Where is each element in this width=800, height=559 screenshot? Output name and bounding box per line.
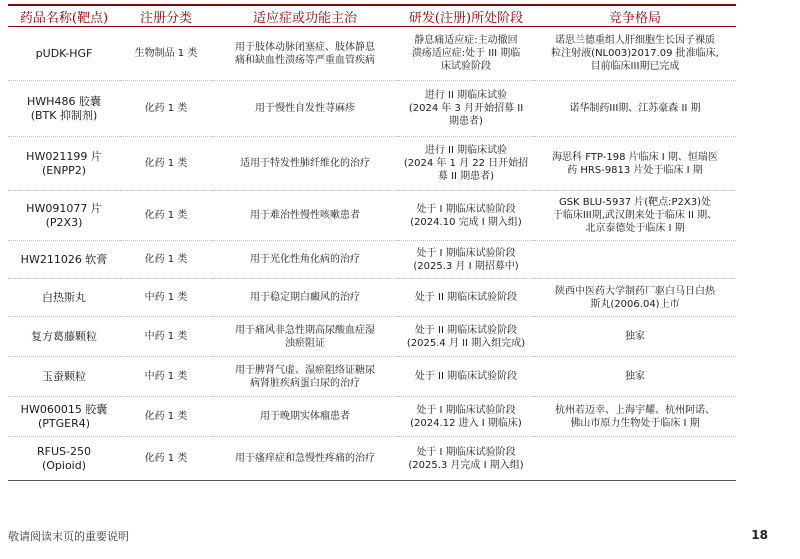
stage-cell: 处于 I 期临床试验阶段 (2025.3 月 I 期招募中) <box>398 241 534 279</box>
drug-name-cell: 玉蚕颗粒 <box>8 357 120 397</box>
competition-cell: GSK BLU-5937 片(靶点:P2X3)处 于临床III期,武汉朗来处于临床 II 期、 北京泰德处于临床 I 期 <box>534 191 736 241</box>
competition-cell: 独家 <box>534 357 736 397</box>
category-cell: 化药 1 类 <box>120 191 212 241</box>
indication-cell: 用于晚期实体瘤患者 <box>212 397 398 437</box>
page-number: 18 <box>751 528 768 542</box>
table-row <box>8 397 736 437</box>
drug-pipeline-table <box>8 4 736 481</box>
category-cell: 生物制品 1 类 <box>120 27 212 81</box>
table-row <box>8 241 736 279</box>
competition-cell: 诺思兰德重组人肝细胞生长因子裸质 粒注射液(NL003)2017.09 批准临床, 目前临床III期已完成 <box>534 27 736 81</box>
drug-name-cell: pUDK-HGF <box>8 27 120 81</box>
table-header-row <box>8 5 736 27</box>
stage-cell: 处于 II 期临床试验阶段 (2025.4 月 II 期入组完成) <box>398 317 534 357</box>
stage-cell: 进行 II 期临床试验 (2024 年 3 月开始招募 II 期患者) <box>398 81 534 137</box>
category-cell: 化药 1 类 <box>120 397 212 437</box>
category-cell: 中药 1 类 <box>120 317 212 357</box>
drug-name-cell: HW060015 胶囊 (PTGER4) <box>8 397 120 437</box>
table-row <box>8 437 736 481</box>
indication-cell: 用于慢性自发性荨麻疹 <box>212 81 398 137</box>
table-row <box>8 27 736 81</box>
stage-cell: 处于 II 期临床试验阶段 <box>398 357 534 397</box>
competition-cell: 独家 <box>534 317 736 357</box>
competition-cell: 海思科 FTP-198 片临床 I 期、恒瑞医 药 HRS-9813 片处于临床 I 期 <box>534 137 736 191</box>
stage-cell: 处于 II 期临床试验阶段 <box>398 279 534 317</box>
header-indication: 适应症或功能主治 <box>212 5 398 27</box>
indication-cell: 用于难治性慢性咳嗽患者 <box>212 191 398 241</box>
indication-cell: 用于光化性角化病的治疗 <box>212 241 398 279</box>
drug-name-cell: 复方葛藤颗粒 <box>8 317 120 357</box>
drug-name-cell: HW091077 片 (P2X3) <box>8 191 120 241</box>
competition-cell: 陕西中医药大学制药厂驱白马日白热 斯丸(2006.04)上市 <box>534 279 736 317</box>
drug-name-cell: 白热斯丸 <box>8 279 120 317</box>
category-cell: 化药 1 类 <box>120 137 212 191</box>
category-cell: 中药 1 类 <box>120 279 212 317</box>
stage-cell: 进行 II 期临床试验 (2024 年 1 月 22 日开始招 募 II 期患者) <box>398 137 534 191</box>
table-row <box>8 137 736 191</box>
indication-cell: 用于脾肾气虚、湿瘀阻络证糖尿 病肾脏疾病蛋白尿的治疗 <box>212 357 398 397</box>
competition-cell <box>534 437 736 481</box>
category-cell: 中药 1 类 <box>120 357 212 397</box>
header-drug-name: 药品名称(靶点) <box>8 5 120 27</box>
category-cell: 化药 1 类 <box>120 437 212 481</box>
stage-cell: 处于 I 期临床试验阶段 (2024.12 进入 I 期临床) <box>398 397 534 437</box>
drug-name-cell: RFUS-250 (Opioid) <box>8 437 120 481</box>
header-stage: 研发(注册)所处阶段 <box>398 5 534 27</box>
indication-cell: 用于肢体动脉闭塞症、肢体静息 痛和缺血性溃疡等严重血管疾病 <box>212 27 398 81</box>
stage-cell: 静息痛适应症:主动撤回 溃疡适应症:处于 III 期临 床试验阶段 <box>398 27 534 81</box>
category-cell: 化药 1 类 <box>120 241 212 279</box>
table-row <box>8 81 736 137</box>
stage-cell: 处于 I 期临床试验阶段 (2025.3 月完成 I 期入组) <box>398 437 534 481</box>
footer-disclaimer: 敬请阅读末页的重要说明 <box>8 530 129 543</box>
indication-cell: 用于痛风非急性期高尿酸血症湿 浊瘀阻证 <box>212 317 398 357</box>
indication-cell: 用于瘙痒症和急慢性疼痛的治疗 <box>212 437 398 481</box>
table-row <box>8 279 736 317</box>
competition-cell: 杭州若迈幸、上海宇耀、杭州阿诺、 佛山市原力生物处于临床 I 期 <box>534 397 736 437</box>
table-row <box>8 191 736 241</box>
drug-name-cell: HW211026 软膏 <box>8 241 120 279</box>
drug-name-cell: HW021199 片 (ENPP2) <box>8 137 120 191</box>
stage-cell: 处于 I 期临床试验阶段 (2024.10 完成 I 期入组) <box>398 191 534 241</box>
competition-cell <box>534 241 736 279</box>
competition-cell: 诺华制药III期、江苏豪森 II 期 <box>534 81 736 137</box>
category-cell: 化药 1 类 <box>120 81 212 137</box>
indication-cell: 适用于特发性肺纤维化的治疗 <box>212 137 398 191</box>
drug-name-cell: HWH486 胶囊 (BTK 抑制剂) <box>8 81 120 137</box>
header-competition: 竞争格局 <box>534 5 736 27</box>
indication-cell: 用于稳定期白癜风的治疗 <box>212 279 398 317</box>
table-row <box>8 357 736 397</box>
header-registration-class: 注册分类 <box>120 5 212 27</box>
table-row <box>8 317 736 357</box>
